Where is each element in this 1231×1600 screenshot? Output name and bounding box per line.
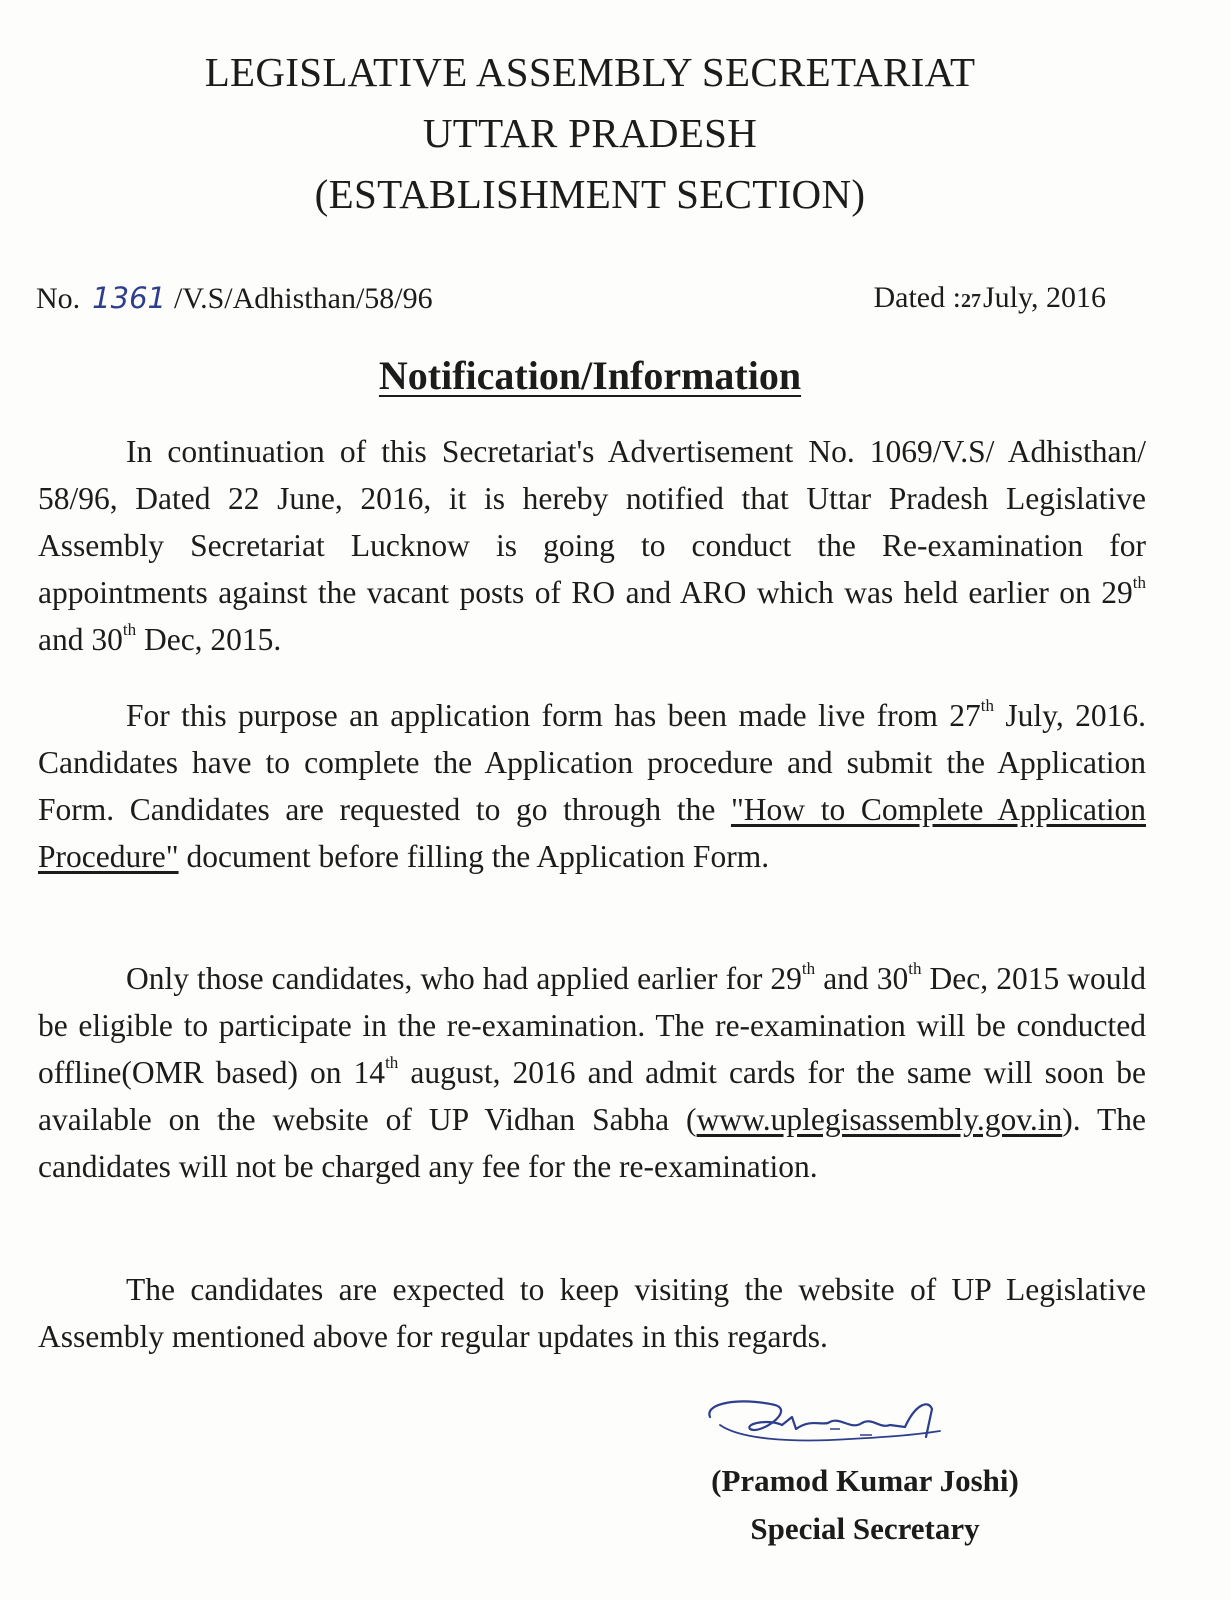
p2-text-c: document before filling the Application Form. xyxy=(178,839,770,874)
p3-text-a: Only those candidates, who had applied earlier for 29 xyxy=(126,961,802,996)
p3-text-d: august, 2016 and admit cards for the same will soon be available on the website of UP Vidhan Sabha ( xyxy=(38,1055,1146,1137)
date-suffix: July, 2016 xyxy=(982,281,1106,314)
dated-label: Dated : xyxy=(873,281,961,314)
p4-text-a: The candidates are expected to keep visiting the website of UP Legislative Assembly mentioned above for regular updates in this regards. xyxy=(38,1272,1146,1354)
p1-text-a: In continuation of this Secretariat's Advertisement No. 1069/V.S/ Adhisthan/ 58/96, Dated 22 June, 2016, it is hereby notified that Uttar Pradesh Legislative Assembly Secretariat Lucknow is going to conduct the Re-examination for appointments against the vacant posts of RO and ARO which was held earlier on 29 xyxy=(38,434,1146,610)
p3-sup-1: th xyxy=(801,959,816,978)
header-organization: LEGISLATIVE ASSEMBLY SECRETARIAT xyxy=(204,49,976,95)
header-state: UTTAR PRADESH xyxy=(422,110,758,156)
p2-sup-1: th xyxy=(980,696,995,715)
p1-text-b: and 30 xyxy=(38,622,123,657)
notification-title-text: Notification/Information xyxy=(378,353,802,398)
reference-line xyxy=(36,278,1106,318)
paragraph-application-form xyxy=(38,692,1146,880)
p2-text-a: For this purpose an application form has been made live from 27 xyxy=(126,698,981,733)
signatory-designation: Special Secretary xyxy=(750,1511,980,1546)
paragraph-eligibility xyxy=(38,955,1146,1190)
date-handwritten: 27 xyxy=(960,290,981,312)
p3-text-e: ). The candidates will not be charged any fee for the re-examination. xyxy=(38,1102,1146,1184)
website-link[interactable]: www.uplegisassembly.gov.in xyxy=(696,1102,1063,1137)
p3-sup-3: th xyxy=(385,1053,399,1072)
reference-number xyxy=(36,278,433,319)
reference-no-label: No. xyxy=(36,282,81,315)
paragraph-updates xyxy=(38,1266,1146,1360)
document-header xyxy=(0,42,1180,225)
p3-text-b: and 30 xyxy=(815,961,909,996)
reference-date xyxy=(873,278,1106,321)
reference-no-handwritten: 1361 xyxy=(92,281,166,315)
p3-text-c: Dec, 2015 would be eligible to participate in the re-examination. The re-examination will be conducted offline(OMR based) on 14 xyxy=(38,961,1147,1090)
p1-text-c: Dec, 2015. xyxy=(136,622,282,657)
paragraph-continuation xyxy=(38,428,1146,663)
p2-text-b: July, 2016. Candidates have to complete the Application procedure and submit the Application Form. Candidates are requested to go through the xyxy=(38,698,1146,827)
reference-no-suffix: /V.S/Adhisthan/58/96 xyxy=(173,282,433,315)
p1-sup-2: th xyxy=(122,620,137,639)
signature-scribble xyxy=(700,1395,970,1465)
p1-sup-1: th xyxy=(1132,573,1146,592)
header-section: (ESTABLISHMENT SECTION) xyxy=(314,171,866,217)
notification-title xyxy=(0,350,1180,402)
how-to-complete-link[interactable]: "How to Complete Application Procedure" xyxy=(38,792,1146,874)
p3-sup-2: th xyxy=(908,959,922,978)
signatory-name: (Pramod Kumar Joshi) xyxy=(711,1463,1019,1498)
